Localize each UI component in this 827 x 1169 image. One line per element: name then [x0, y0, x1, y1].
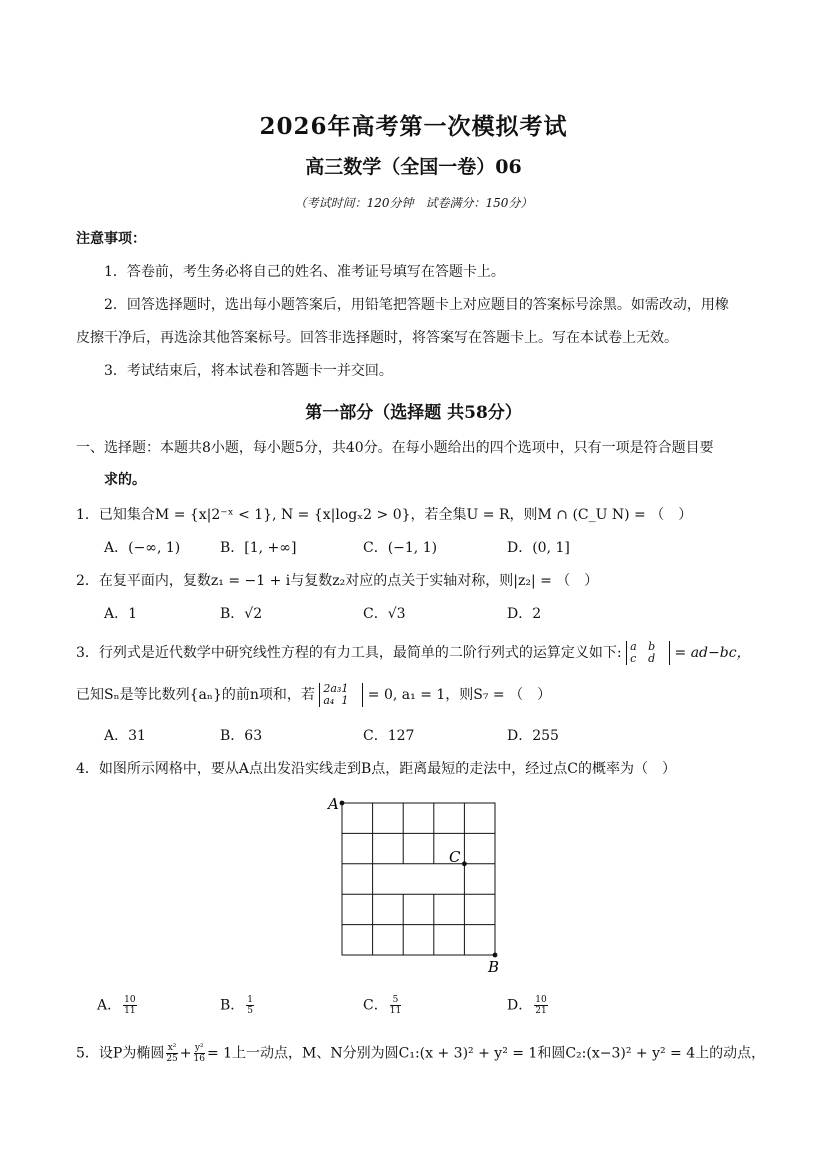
q1-option-d: D．(0, 1] — [507, 540, 570, 556]
note-1: 1．答卷前，考生务必将自己的姓名、准考证号填写在答题卡上。 — [104, 264, 505, 280]
q5-text-a: 5．设P为椭圆 — [76, 1045, 165, 1062]
det-b: b — [648, 640, 656, 653]
q5-x-den: 25 — [166, 1054, 178, 1064]
det-a: a — [630, 640, 637, 653]
q4-a-prefix: A． — [97, 997, 122, 1014]
grid-figure — [320, 790, 520, 980]
q4-d-fraction — [534, 995, 547, 1016]
q3-option-b: B．63 — [220, 728, 263, 744]
q4-d-prefix: D． — [507, 997, 533, 1014]
q1-option-c: C．(−1, 1) — [363, 540, 438, 556]
q4-c-prefix: C． — [363, 997, 388, 1014]
det2-c: a₄ — [323, 694, 335, 707]
question-3-stem-line-1 — [76, 641, 766, 665]
q5-plus: + — [179, 1045, 192, 1062]
q2-option-d: D．2 — [507, 606, 542, 622]
q4-a-num: 10 — [124, 995, 136, 1005]
q3-option-d: D．255 — [507, 728, 559, 744]
grid-border — [342, 803, 495, 955]
q2-option-a: A．1 — [104, 606, 138, 622]
q3-option-c: C．127 — [363, 728, 415, 744]
label-b: B — [488, 958, 500, 976]
q1-option-b: B．[1, +∞] — [220, 540, 297, 556]
det2-d: 1 — [341, 694, 349, 707]
q3-text-a: 3．行列式是近代数学中研究线性方程的有力工具，最简单的二阶行列式的运算定义如下: — [76, 645, 622, 661]
det-c: c — [630, 652, 637, 665]
question-1-stem: 1．已知集合M = {x|2⁻ˣ < 1}, N = {x|logₓ2 > 0}，若全集U = R，则M ∩ (C_U N) = （ ） — [76, 507, 693, 523]
notes-heading: 注意事项： — [76, 231, 146, 247]
note-3: 3．考试结束后，将本试卷和答题卡一并交回。 — [104, 363, 393, 379]
q4-c-den: 11 — [389, 1006, 402, 1016]
q4-b-den: 5 — [247, 1006, 254, 1016]
question-2-stem: 2．在复平面内，复数z₁ = −1 + i与复数z₂对应的点关于实轴对称，则|z₂| = （ ） — [76, 573, 599, 589]
label-a: A — [328, 795, 339, 813]
q4-d-num: 10 — [535, 995, 547, 1005]
label-c: C — [449, 848, 461, 866]
det2-a: 2a₃ — [323, 682, 342, 695]
question-3-stem-line-2 — [76, 683, 756, 707]
q5-x-fraction — [166, 1043, 177, 1064]
q5-x-num: x² — [167, 1043, 177, 1053]
note-2-line-1: 2．回答选择题时，选出每小题答案后，用铅笔把答题卡上对应题目的答案标号涂黑。如需改动，用橡 — [104, 297, 729, 313]
det-d: d — [648, 652, 656, 665]
exam-info: （考试时间：120分钟 试卷满分：150分） — [294, 196, 533, 210]
q3-def-result: = ad−bc， — [674, 645, 751, 661]
q4-b-fraction — [246, 995, 254, 1016]
q4-d-den: 21 — [535, 1006, 547, 1016]
determinant-given — [319, 683, 363, 707]
q4-b-prefix: B． — [220, 997, 245, 1014]
q5-y-num: y² — [194, 1043, 204, 1053]
det2-b: 1 — [341, 682, 349, 695]
q5-y-fraction — [194, 1043, 205, 1064]
section-instructions-line-1: 一、选择题：本题共8小题，每小题5分，共40分。在每小题给出的四个选项中，只有一项是符合题目要 — [76, 440, 714, 456]
q3-text-b2: = 0, a₁ = 1，则S₇ = （ ） — [367, 687, 552, 703]
point-a — [340, 801, 345, 806]
q4-c-fraction — [390, 995, 401, 1016]
exam-title: 2026年高考第一次模拟考试 — [259, 113, 568, 140]
q3-option-a: A．31 — [104, 728, 146, 744]
q5-text-b: = 1上一动点，M、N分别为圆C₁:(x + 3)² + y² = 1和圆C₂:(x−3)² + y² = 4上的动点， — [206, 1045, 766, 1062]
q4-c-num: 5 — [390, 995, 401, 1006]
q4-a-den: 11 — [124, 1006, 136, 1016]
q5-y-den: 16 — [193, 1054, 205, 1064]
point-b — [493, 953, 498, 958]
q4-b-num: 1 — [247, 995, 254, 1005]
q4-a-fraction — [123, 995, 136, 1016]
q2-option-b: B．√2 — [220, 606, 263, 622]
q3-text-b1: 已知Sₙ是等比数列{aₙ}的前n项和，若 — [76, 687, 315, 703]
q4-option-b — [220, 995, 256, 1016]
exam-subtitle: 高三数学（全国一卷）06 — [305, 156, 522, 178]
point-c — [462, 861, 467, 866]
section-title: 第一部分（选择题 共58分） — [305, 403, 522, 423]
q2-option-c: C．√3 — [363, 606, 406, 622]
question-5-stem — [76, 1043, 766, 1064]
determinant-definition — [626, 641, 670, 665]
q4-option-d — [507, 995, 550, 1016]
q4-option-a — [97, 995, 139, 1016]
q1-option-a: A．(−∞, 1) — [104, 540, 181, 556]
section-instructions-line-2: 求的。 — [104, 472, 146, 488]
note-2-line-2: 皮擦干净后，再选涂其他答案标号。回答非选择题时，将答案写在答题卡上。写在本试卷上无效。 — [76, 330, 678, 346]
question-4-stem: 4．如图所示网格中，要从A点出发沿实线走到B点，距离最短的走法中，经过点C的概率为（ ） — [76, 761, 677, 777]
q4-option-c — [363, 995, 403, 1016]
